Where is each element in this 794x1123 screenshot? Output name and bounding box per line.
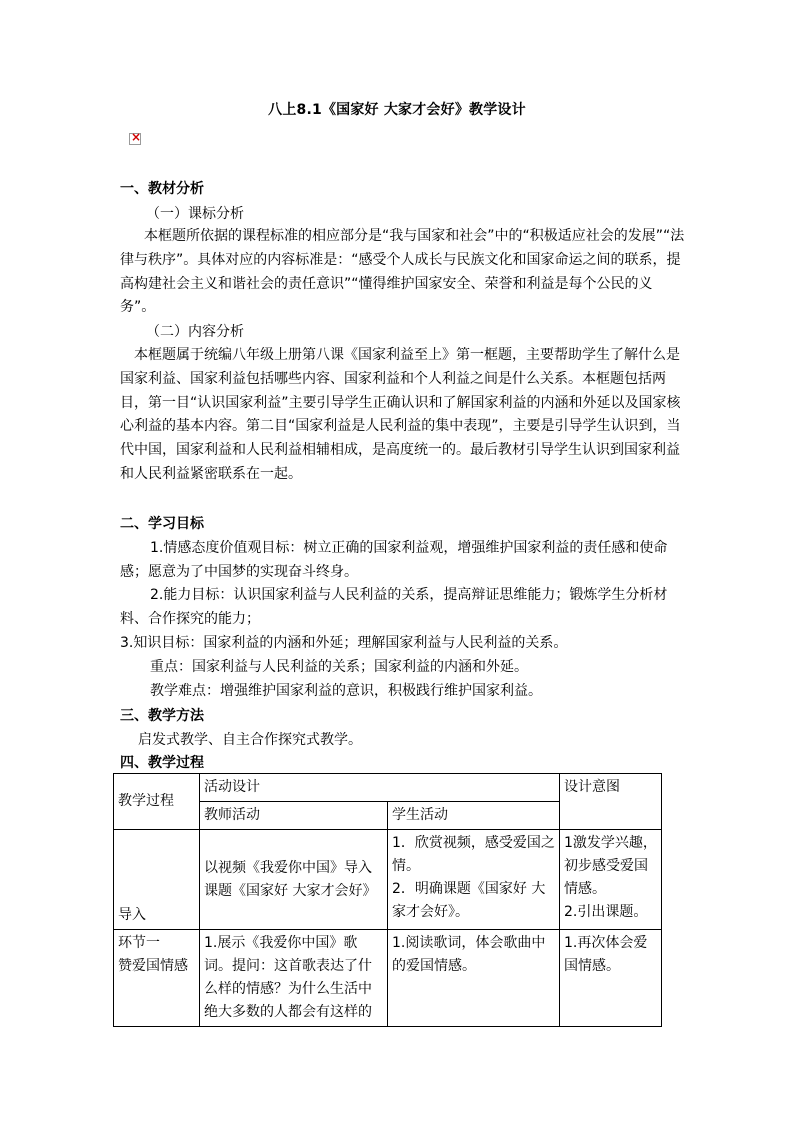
section-heading-analysis: 一、教材分析 — [120, 181, 204, 197]
cell-teacher: 以视频《我爱你中国》导入课题《国家好 大家才会好》 — [200, 830, 388, 930]
table-row — [114, 830, 662, 930]
section-heading-process: 四、教学过程 — [120, 755, 204, 771]
table-header-row — [114, 774, 662, 802]
goal-knowledge: 3.知识目标：国家利益的内涵和外延；理解国家利益与人民利益的关系。 — [120, 635, 568, 651]
header-teacher: 教师活动 — [200, 802, 388, 830]
document-title: 八上8.1《国家好 大家才会好》教学设计 — [268, 102, 526, 118]
table-row — [114, 930, 662, 1027]
cell-teacher: 1.展示《我爱你中国》歌词。提问：这首歌表达了什么样的情感？为什么生活中绝大多数的人都会有这样的 — [200, 930, 388, 1027]
cell-intent: 1.再次体会爱国情感。 — [560, 930, 662, 1027]
broken-image-icon — [129, 133, 141, 145]
method-text: 启发式教学、自主合作探究式教学。 — [138, 732, 362, 748]
paragraph-content: 本框题属于统编八年级上册第八课《国家利益至上》第一框题，主要帮助学生了解什么是国家利益、国家利益包括哪些内容、国家利益和个人利益之间是什么关系。本框题包括两目，第一目“认识国家利益”主要引导学生正确认识和了解国家利益的内涵和外延以及国家核心利益的基本内容。第二目“国家利益是人民利益的集中表现”，主要是引导学生认识到，当代中国，国家利益和人民利益相辅相成，是高度统一的。最后教材引导学生认识到国家利益和人民利益紧密联系在一起。 — [120, 347, 681, 482]
subheading-curriculum: （一）课标分析 — [146, 206, 244, 222]
cell-stage: 导入 — [114, 830, 200, 930]
section-heading-method: 三、教学方法 — [120, 708, 204, 724]
process-table — [113, 773, 662, 1027]
cell-student: 1．欣赏视频，感受爱国之情。 2．明确课题《国家好 大家才会好》。 — [388, 830, 560, 930]
header-process: 教学过程 — [114, 774, 200, 830]
header-student: 学生活动 — [388, 802, 560, 830]
header-intent: 设计意图 — [560, 774, 662, 830]
paragraph-curriculum: 本框题所依据的课程标准的相应部分是“我与国家和社会”中的“积极适应社会的发展”“法律与秩序”。具体对应的内容标准是：“感受个人成长与民族文化和国家命运之间的联系，提高构建社会主义和谐社会的责任意识”“懂得维护国家安全、荣誉和利益是每个公民的义务”。 — [120, 228, 685, 316]
goal-ability: 2.能力目标：认识国家利益与人民利益的关系，提高辩证思维能力；锻炼学生分析材料、合作探究的能力； — [120, 587, 668, 627]
goal-emotion: 1.情感态度价值观目标：树立正确的国家利益观，增强维护国家利益的责任感和使命感；愿意为了中国梦的实现奋斗终身。 — [120, 540, 668, 580]
header-activity: 活动设计 — [200, 774, 560, 802]
cell-stage: 环节一 赞爱国情感 — [114, 930, 200, 1027]
cell-student: 1.阅读歌词，体会歌曲中的爱国情感。 — [388, 930, 560, 1027]
key-point: 重点：国家利益与人民利益的关系；国家利益的内涵和外延。 — [150, 659, 528, 675]
subheading-content: （二）内容分析 — [146, 324, 244, 340]
cell-intent: 1激发学兴趣，初步感受爱国情感。 2.引出课题。 — [560, 830, 662, 930]
section-heading-goals: 二、学习目标 — [120, 516, 204, 532]
difficult-point: 教学难点：增强维护国家利益的意识，积极践行维护国家利益。 — [150, 683, 542, 699]
